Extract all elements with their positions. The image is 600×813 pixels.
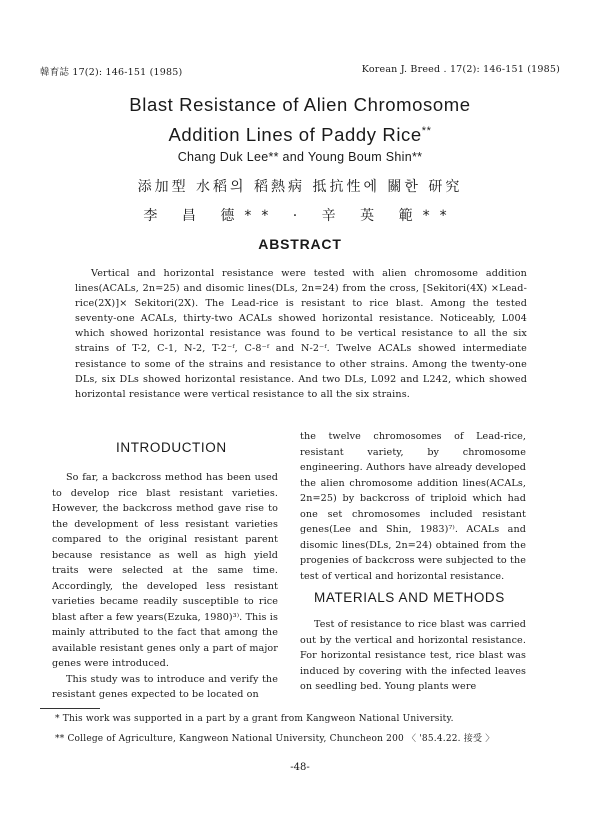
methods-column xyxy=(300,617,526,695)
introduction-heading: INTRODUCTION xyxy=(116,440,227,455)
right-column xyxy=(300,429,526,584)
korean-author-names: 李 昌 德** · 辛 英 範** xyxy=(143,208,457,224)
intro-paragraph-3: the twelve chromosomes of Lead-rice, resistant variety, by chromosome engineering. Authors have already developed the alien chromosome addition lines(ACALs, 2n=25) by backcross of triploid which had one set chromosomes included resistant genes(Lee and Shin, 1983)⁷⁾. ACALs and disomic lines(DLs, 2n=24) obtained from the progenies of backcross were subjected to the test of vertical and horizontal resistance. xyxy=(300,431,526,582)
abstract-heading: ABSTRACT xyxy=(258,236,342,252)
left-column xyxy=(52,470,278,703)
footnote-2: ** College of Agriculture, Kangweon National University, Chuncheon 200 〈 '85.4.22. 接受 〉 xyxy=(55,734,495,744)
footnote-1: * This work was supported in a part by a grant from Kangweon National University. xyxy=(55,714,454,724)
page-number: -48- xyxy=(290,762,310,773)
abstract-text: Vertical and horizontal resistance were tested with alien chromosome addition lines(ACALs, 2n=25) and disomic lines(DLs, 2n=24) from the cross, [Sekitori(4X) ×Lead-rice(2X)]× Sekitori(2X). The Lead-rice is resistant to rice blast. Among the tested seventy-one ACALs, thirty-two ACALs showed horizontal resistance. Noticeably, L004 which showed horizontal resistance was found to be vertical resistance to all the six strains of T-2, C-1, N-2, T-2⁻ᶠ, C-8⁻ᶠ and N-2⁻ᶠ. Twelve ACALs showed intermediate resistance to some of the strains and resistance to other strains. Among the twenty-one DLs, six DLs showed horizontal resistance. And two DLs, L092 and L242, which showed horizontal resistance were vertical resistance to all the six strains. xyxy=(75,268,527,400)
title-line-1: Blast Resistance of Alien Chromosome xyxy=(129,94,471,115)
paper-title xyxy=(0,92,600,148)
intro-paragraph-1: So far, a backcross method has been used to develop rice blast resistant varieties. However, the backcross method gave rise to the development of less resistant varieties compared to the original resistant parent because resistance as well as high yield traits were selected at the same time. Accordingly, the developed less resistant varieties became readily susceptible to rice blast after a few years(Ezuka, 1980)³⁾. This is mainly attributed to the fact that among the available resistant genes only a part of major genes were introduced. xyxy=(52,472,278,669)
author-names: Chang Duk Lee** and Young Boum Shin** xyxy=(177,150,423,164)
korean-title: 添加型 水稻의 稻熱病 抵抗性에 關한 研究 xyxy=(137,179,463,195)
intro-paragraph-2: This study was to introduce and verify the resistant genes expected to be located on xyxy=(52,673,278,700)
methods-heading: MATERIALS AND METHODS xyxy=(314,590,505,605)
journal-header-english: Korean J. Breed . 17(2): 146-151 (1985) xyxy=(361,64,560,75)
methods-paragraph-1: Test of resistance to rice blast was carried out by the vertical and horizontal resistance. For horizontal resistance test, rice blast was induced by covering with the infected leaves on seedling bed. Young plants were xyxy=(300,619,526,692)
title-footnote-mark: ** xyxy=(421,125,432,137)
journal-header-korean: 韓育誌 17(2): 146-151 (1985) xyxy=(40,67,183,78)
footnote-rule xyxy=(40,708,100,709)
title-line-2: Addition Lines of Paddy Rice** xyxy=(168,124,432,146)
